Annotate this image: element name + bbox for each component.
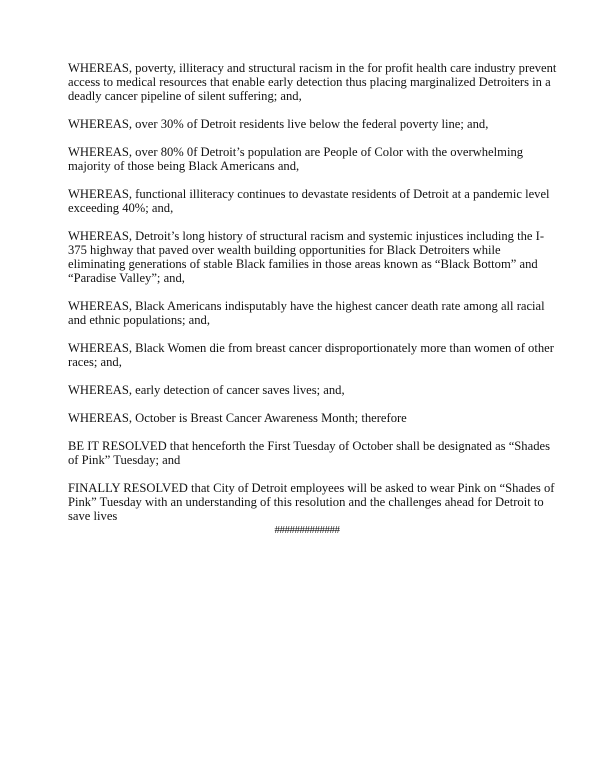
paragraph-line: WHEREAS, October is Breast Cancer Awareness Month; therefore: [68, 411, 407, 425]
paragraph-line: eliminating generations of stable Black families in those areas known as “Black Bottom” and: [68, 257, 538, 271]
resolution-paragraph: [68, 299, 558, 327]
paragraph-line: Pink” Tuesday with an understanding of this resolution and the challenges ahead for Detroit to: [68, 495, 544, 509]
paragraph-line: of Pink” Tuesday; and: [68, 453, 181, 467]
paragraph-line: WHEREAS, poverty, illiteracy and structural racism in the for profit health care industry prevent: [68, 61, 557, 75]
paragraph-line: WHEREAS, over 80% 0f Detroit’s population are People of Color with the overwhelming: [68, 145, 524, 159]
paragraph-line: WHEREAS, early detection of cancer saves lives; and,: [68, 383, 345, 397]
resolution-paragraph: [68, 341, 558, 369]
end-mark: #############: [274, 524, 340, 536]
resolution-paragraph: [68, 229, 558, 285]
paragraph-line: majority of those being Black Americans and,: [68, 159, 300, 173]
paragraph-line: save lives: [68, 509, 118, 523]
paragraph-line: 375 highway that paved over wealth building opportunities for Black Detroiters while: [68, 243, 501, 257]
resolution-paragraph: [68, 61, 558, 103]
paragraph-line: WHEREAS, Black Women die from breast cancer disproportionately more than women of other: [68, 341, 554, 355]
paragraph-line: races; and,: [68, 355, 122, 369]
paragraph-line: deadly cancer pipeline of silent suffering; and,: [68, 89, 302, 103]
resolution-paragraph: [68, 411, 558, 425]
paragraph-line: BE IT RESOLVED that henceforth the First Tuesday of October shall be designated as “Shades: [68, 439, 550, 453]
resolution-paragraph: [68, 481, 558, 523]
resolution-body: [68, 61, 558, 523]
paragraph-line: “Paradise Valley”; and,: [68, 271, 185, 285]
paragraph-line: WHEREAS, functional illiteracy continues to devastate residents of Detroit at a pandemic level: [68, 187, 550, 201]
resolution-document: [68, 61, 558, 537]
resolution-paragraph: [68, 383, 558, 397]
resolution-paragraph: [68, 439, 558, 467]
paragraph-line: FINALLY RESOLVED that City of Detroit employees will be asked to wear Pink on “Shades of: [68, 481, 555, 495]
resolution-paragraph: [68, 145, 558, 173]
paragraph-line: exceeding 40%; and,: [68, 201, 174, 215]
paragraph-line: and ethnic populations; and,: [68, 313, 210, 327]
paragraph-line: access to medical resources that enable early detection thus placing marginalized Detroiters in a: [68, 75, 551, 89]
paragraph-line: WHEREAS, over 30% of Detroit residents live below the federal poverty line; and,: [68, 117, 489, 131]
resolution-paragraph: [68, 117, 558, 131]
paragraph-line: WHEREAS, Detroit’s long history of structural racism and systemic injustices including the I-: [68, 229, 545, 243]
paragraph-line: WHEREAS, Black Americans indisputably have the highest cancer death rate among all racial: [68, 299, 545, 313]
resolution-paragraph: [68, 187, 558, 215]
